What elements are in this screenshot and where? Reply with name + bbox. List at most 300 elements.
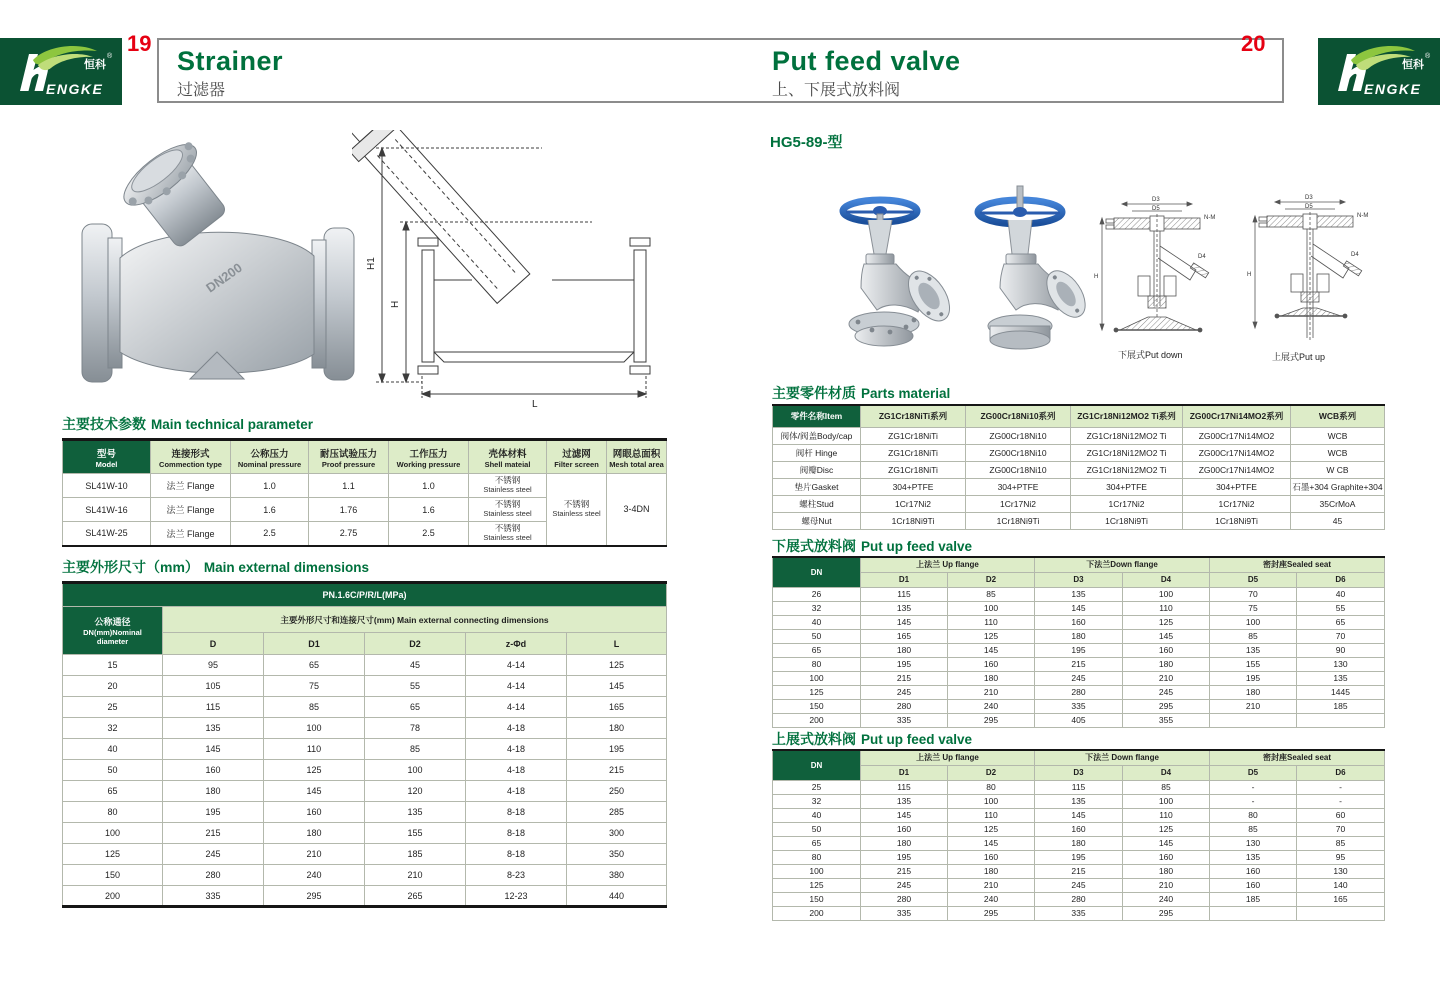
- column-header: 公称压力 Nominal pressure: [231, 440, 309, 474]
- table-cell: 295: [948, 713, 1035, 727]
- table-cell: 1Cr17Ni2: [1071, 495, 1183, 512]
- table-row: [773, 822, 1385, 836]
- table-cell: 135: [861, 794, 948, 808]
- table-row: [63, 655, 667, 676]
- table-cell: 304+PTFE: [861, 478, 966, 495]
- column-header: D2: [948, 765, 1035, 780]
- table-cell: 295: [1123, 906, 1210, 920]
- table-cell: 160: [1123, 850, 1210, 864]
- table-row: [773, 850, 1385, 864]
- column-header: WCB系列: [1291, 405, 1385, 427]
- table-cell: 40: [63, 739, 163, 760]
- table-cell: 100: [948, 794, 1035, 808]
- table-cell: 85: [948, 587, 1035, 601]
- column-header: ZG00Cr17Ni14MO2系列: [1183, 405, 1291, 427]
- column-header: D3: [1035, 765, 1123, 780]
- table-cell: 135: [1210, 850, 1297, 864]
- dim-d3: D3: [1152, 197, 1160, 203]
- table-cell: 130: [1297, 657, 1385, 671]
- table-cell: 石墨+304 Graphite+304: [1291, 478, 1385, 495]
- dim-d3: D3: [1305, 195, 1313, 201]
- table-cell: 215: [567, 760, 667, 781]
- table-cell: 115: [861, 780, 948, 794]
- table-cell: 12-23: [466, 886, 567, 907]
- table-cell: 110: [264, 739, 365, 760]
- strainer-title-en: Strainer: [177, 46, 284, 76]
- table-cell: 不锈钢 Stainless steel: [547, 474, 607, 546]
- table-cell: 100: [63, 823, 163, 844]
- table-cell: 80: [948, 780, 1035, 794]
- header-row: [773, 557, 1385, 572]
- feed-valve-title: [772, 47, 961, 100]
- table-cell: 245: [1035, 878, 1123, 892]
- table-cell: ZG1Cr18Ni12MO2 Ti: [1071, 461, 1183, 478]
- table-cell: 32: [63, 718, 163, 739]
- table-cell: 65: [1297, 615, 1385, 629]
- strainer-title-cn: 过滤器: [177, 82, 226, 100]
- table-cell: 405: [1035, 713, 1123, 727]
- header-row: [773, 750, 1385, 765]
- table-cell: 阀瓣Disc: [773, 461, 861, 478]
- table-cell: 螺柱Stud: [773, 495, 861, 512]
- dim-label-h1: H1: [366, 257, 377, 270]
- table-cell: WCB: [1291, 427, 1385, 444]
- table-cell: 210: [1210, 699, 1297, 713]
- table-cell: 125: [773, 685, 861, 699]
- column-header: D6: [1297, 572, 1385, 587]
- table-cell: 95: [1297, 850, 1385, 864]
- table-cell: 50: [773, 822, 861, 836]
- feed-valve-title-en: Put feed valve: [772, 46, 961, 76]
- table-cell: 135: [1297, 671, 1385, 685]
- section-title-put-up-valve: 上展式放料阀 Put up feed valve: [772, 731, 973, 747]
- table-cell: 4-14: [466, 655, 567, 676]
- table-cell: 265: [365, 886, 466, 907]
- dim-label-h: H: [390, 300, 401, 308]
- table-cell: 135: [1035, 587, 1123, 601]
- table-cell: 180: [163, 781, 264, 802]
- table-row: [773, 427, 1385, 444]
- table-row: [773, 495, 1385, 512]
- table-cell: 155: [365, 823, 466, 844]
- table-cell: 1.0: [231, 474, 309, 498]
- model-label: HG5-89-型: [770, 134, 843, 151]
- table-cell: 135: [1210, 643, 1297, 657]
- table-cell: 160: [948, 657, 1035, 671]
- table-cell: 195: [861, 657, 948, 671]
- table-cell: 110: [948, 615, 1035, 629]
- section-title-put-down-valve: 下展式放料阀 Put up feed valve: [772, 538, 973, 554]
- table-cell: ZG00Cr17Ni14MO2: [1183, 427, 1291, 444]
- table-cell: 120: [365, 781, 466, 802]
- table-cell: 1.6: [231, 498, 309, 522]
- table-cell: 1Cr18Ni9Ti: [1183, 512, 1291, 529]
- table-row: [773, 671, 1385, 685]
- table-cell: 215: [861, 671, 948, 685]
- feed-valve-photo-down: [832, 190, 962, 355]
- main-technical-parameter-table: [62, 438, 667, 547]
- table-cell: ZG1Cr18Ni12MO2 Ti: [1071, 444, 1183, 461]
- table-row: [773, 699, 1385, 713]
- table-row: [63, 760, 667, 781]
- table-cell: 125: [567, 655, 667, 676]
- table-cell: 180: [1035, 836, 1123, 850]
- group-header: 密封座Sealed seat: [1210, 750, 1385, 765]
- group-header: 上法兰 Up flange: [861, 557, 1035, 572]
- table-cell: 80: [773, 657, 861, 671]
- table-cell: 350: [567, 844, 667, 865]
- table-cell: ZG1Cr18NiTi: [861, 461, 966, 478]
- table-cell: 195: [163, 802, 264, 823]
- table-cell: 135: [365, 802, 466, 823]
- table-cell: 160: [1123, 643, 1210, 657]
- group-header: 主要外形尺寸和连接尺寸(mm) Main external connecting dimensions: [163, 607, 667, 633]
- table-cell: 145: [1123, 836, 1210, 850]
- brand-reg: ®: [107, 53, 113, 60]
- table-cell: 180: [1035, 629, 1123, 643]
- table-cell: 245: [1123, 685, 1210, 699]
- figure-caption-down: 下展式Put down: [1118, 350, 1183, 360]
- table-cell: ZG1Cr18Ni12MO2 Ti: [1071, 427, 1183, 444]
- column-header: 过滤网 Filter screen: [547, 440, 607, 474]
- table-cell: 70: [1297, 629, 1385, 643]
- table-row: [773, 478, 1385, 495]
- table-cell: 法兰 Flange: [151, 498, 231, 522]
- table-cell: 1Cr17Ni2: [966, 495, 1071, 512]
- brand-cn: 恒科: [84, 59, 106, 71]
- table-cell: 90: [1297, 643, 1385, 657]
- dim-label-l: L: [532, 399, 538, 410]
- table-cell: 160: [1210, 864, 1297, 878]
- table-cell: 4-18: [466, 739, 567, 760]
- header-row: [773, 765, 1385, 780]
- table-cell: 240: [948, 892, 1035, 906]
- table-cell: 210: [948, 685, 1035, 699]
- page-number-right: 20: [1241, 31, 1266, 56]
- table-cell: 85: [1210, 822, 1297, 836]
- table-cell: 8-23: [466, 865, 567, 886]
- table-cell: 210: [1123, 671, 1210, 685]
- table-cell: 65: [63, 781, 163, 802]
- table-cell: 195: [1210, 671, 1297, 685]
- table-cell: 160: [1035, 822, 1123, 836]
- table-cell: 150: [773, 892, 861, 906]
- table-row: [773, 601, 1385, 615]
- table-cell: -: [1297, 794, 1385, 808]
- table-cell: 440: [567, 886, 667, 907]
- table-cell: 160: [163, 760, 264, 781]
- table-row: [773, 643, 1385, 657]
- column-header: D: [163, 633, 264, 655]
- table-cell: ZG00Cr18Ni10: [966, 427, 1071, 444]
- header-row: [63, 583, 667, 607]
- table-cell: 55: [365, 676, 466, 697]
- table-row: [63, 739, 667, 760]
- table-cell: 335: [861, 713, 948, 727]
- table-row: [773, 906, 1385, 920]
- table-cell: 300: [567, 823, 667, 844]
- table-cell: 105: [163, 676, 264, 697]
- put-down-feed-valve-table: [772, 556, 1385, 728]
- table-cell: 85: [365, 739, 466, 760]
- dim-d5: D5: [1305, 204, 1313, 210]
- table-cell: 法兰 Flange: [151, 522, 231, 546]
- table-cell: 145: [264, 781, 365, 802]
- column-header: 网眼总面积 Mesh total area: [607, 440, 667, 474]
- table-row: [63, 676, 667, 697]
- table-cell: 85: [1123, 780, 1210, 794]
- table-cell: 110: [1123, 601, 1210, 615]
- table-cell: 180: [1123, 657, 1210, 671]
- column-header: D1: [861, 572, 948, 587]
- table-cell: 145: [948, 836, 1035, 850]
- table-cell: SL41W-16: [63, 498, 151, 522]
- table-cell: 245: [861, 685, 948, 699]
- table-cell: 80: [1210, 808, 1297, 822]
- table-cell: 95: [163, 655, 264, 676]
- table-cell: 100: [773, 864, 861, 878]
- table-cell: 32: [773, 794, 861, 808]
- table-cell: 210: [1123, 878, 1210, 892]
- table-cell: 2.75: [309, 522, 389, 546]
- table-cell: 32: [773, 601, 861, 615]
- table-cell: 355: [1123, 713, 1210, 727]
- table-cell: ZG00Cr18Ni10: [966, 444, 1071, 461]
- table-cell: 280: [1035, 892, 1123, 906]
- table-cell: 160: [1035, 615, 1123, 629]
- valve-drawing-put-down: [1092, 188, 1232, 343]
- column-header: D5: [1210, 765, 1297, 780]
- table-cell: 240: [264, 865, 365, 886]
- brand-reg: ®: [1425, 53, 1431, 60]
- table-cell: 200: [773, 713, 861, 727]
- table-cell: 阀杆 Hinge: [773, 444, 861, 461]
- table-cell: 50: [773, 629, 861, 643]
- table-cell: 60: [1297, 808, 1385, 822]
- table-cell: 245: [163, 844, 264, 865]
- table-cell: 85: [264, 697, 365, 718]
- column-header: 耐压试验压力 Proof pressure: [309, 440, 389, 474]
- table-cell: 160: [1210, 878, 1297, 892]
- table-row: [63, 474, 667, 498]
- table-cell: 335: [1035, 699, 1123, 713]
- table-cell: 180: [567, 718, 667, 739]
- table-cell: 285: [567, 802, 667, 823]
- table-cell: 40: [1297, 587, 1385, 601]
- table-cell: 8-18: [466, 823, 567, 844]
- column-header: 型号 Model: [63, 440, 151, 474]
- dim-nm: N-M: [1204, 215, 1216, 221]
- table-cell: 80: [63, 802, 163, 823]
- column-header: D4: [1123, 572, 1210, 587]
- dn-header: DN: [773, 750, 861, 780]
- table-cell: 304+PTFE: [1071, 478, 1183, 495]
- table-cell: 180: [1210, 685, 1297, 699]
- column-header: D1: [264, 633, 365, 655]
- table-cell: 135: [163, 718, 264, 739]
- table-cell: 145: [1035, 808, 1123, 822]
- table-row: [773, 512, 1385, 529]
- table-cell: 125: [948, 822, 1035, 836]
- table-row: [773, 615, 1385, 629]
- table-cell: 215: [163, 823, 264, 844]
- table-cell: 55: [1297, 601, 1385, 615]
- table-cell: 130: [1210, 836, 1297, 850]
- figure-caption-up: 上展式Put up: [1272, 352, 1326, 362]
- table-cell: 180: [1123, 864, 1210, 878]
- header-row: [773, 572, 1385, 587]
- table-cell: 335: [861, 906, 948, 920]
- table-row: [773, 864, 1385, 878]
- table-cell: 78: [365, 718, 466, 739]
- dn-header: 公称通径 DN(mm)Nominal diameter: [63, 607, 163, 655]
- table-cell: 45: [1291, 512, 1385, 529]
- table-cell: 110: [948, 808, 1035, 822]
- table-cell: 15: [63, 655, 163, 676]
- table-cell: 245: [861, 878, 948, 892]
- table-cell: 160: [948, 850, 1035, 864]
- table-cell: 185: [1210, 892, 1297, 906]
- table-cell: 115: [861, 587, 948, 601]
- feed-valve-photo-up: [962, 184, 1092, 355]
- table-cell: 85: [1297, 836, 1385, 850]
- column-header: D2: [948, 572, 1035, 587]
- table-cell: 80: [773, 850, 861, 864]
- table-cell: 210: [365, 865, 466, 886]
- table-cell: W CB: [1291, 461, 1385, 478]
- table-cell: 215: [1035, 657, 1123, 671]
- header-row: [63, 440, 667, 474]
- group-header: 下法兰 Down flange: [1035, 750, 1210, 765]
- table-cell: WCB: [1291, 444, 1385, 461]
- table-row: [773, 444, 1385, 461]
- table-cell: 135: [861, 601, 948, 615]
- table-cell: 125: [63, 844, 163, 865]
- table-row: [63, 802, 667, 823]
- table-cell: 304+PTFE: [1183, 478, 1291, 495]
- table-cell: 40: [773, 808, 861, 822]
- table-cell: [1297, 713, 1385, 727]
- table-cell: 180: [948, 864, 1035, 878]
- column-header: D6: [1297, 765, 1385, 780]
- dn-header: DN: [773, 557, 861, 587]
- table-row: [63, 697, 667, 718]
- section-title-dimensions: 主要外形尺寸（mm） Main external dimensions: [62, 559, 369, 575]
- strainer-section-drawing: [352, 130, 667, 415]
- parts-material-table: [772, 404, 1385, 530]
- table-row: [773, 892, 1385, 906]
- table-cell: 螺母Nut: [773, 512, 861, 529]
- column-header: D3: [1035, 572, 1123, 587]
- table-cell: 125: [1123, 615, 1210, 629]
- table-cell: 250: [567, 781, 667, 802]
- table-cell: 185: [1297, 699, 1385, 713]
- table-cell: 85: [1210, 629, 1297, 643]
- table-cell: 195: [567, 739, 667, 760]
- table-cell: 3-4DN: [607, 474, 667, 546]
- table-row: [63, 865, 667, 886]
- svg-text:DN200: DN200: [203, 259, 245, 296]
- table-cell: 4-14: [466, 676, 567, 697]
- table-cell: ZG00Cr17Ni14MO2: [1183, 444, 1291, 461]
- table-cell: SL41W-10: [63, 474, 151, 498]
- dim-nm: N-M: [1357, 213, 1369, 219]
- table-row: [63, 844, 667, 865]
- table-cell: 45: [365, 655, 466, 676]
- column-header: L: [567, 633, 667, 655]
- strainer-title: [177, 47, 283, 100]
- table-cell: 125: [948, 629, 1035, 643]
- column-header: 工作压力 Working pressure: [389, 440, 469, 474]
- table-cell: 法兰 Flange: [151, 474, 231, 498]
- column-header: D1: [861, 765, 948, 780]
- table-cell: 2.5: [231, 522, 309, 546]
- table-row: [773, 780, 1385, 794]
- table-cell: 185: [365, 844, 466, 865]
- brand-en: ENGKE: [46, 81, 104, 97]
- table-cell: 8-18: [466, 844, 567, 865]
- table-cell: 165: [861, 629, 948, 643]
- column-header: 零件名称Item: [773, 405, 861, 427]
- brand-cn: 恒科: [1402, 59, 1424, 71]
- table-cell: 210: [948, 878, 1035, 892]
- feed-valve-title-cn: 上、下展式放料阀: [772, 82, 901, 100]
- table-cell: 1.1: [309, 474, 389, 498]
- table-cell: 150: [773, 699, 861, 713]
- section-title-parts-material: 主要零件材质 Parts material: [772, 385, 951, 401]
- table-cell: 8-18: [466, 802, 567, 823]
- table-cell: 1.76: [309, 498, 389, 522]
- table-cell: -: [1210, 780, 1297, 794]
- brand-logo: [1318, 38, 1440, 105]
- table-cell: 165: [1297, 892, 1385, 906]
- table-cell: 200: [63, 886, 163, 907]
- table-row: [63, 823, 667, 844]
- table-cell: 40: [773, 615, 861, 629]
- table-cell: 不锈钢 Stainless steel: [469, 498, 547, 522]
- table-row: [773, 685, 1385, 699]
- table-cell: 160: [264, 802, 365, 823]
- table-cell: 150: [63, 865, 163, 886]
- table-row: [773, 461, 1385, 478]
- column-header: ZG00Cr18Ni10系列: [966, 405, 1071, 427]
- table-cell: 1Cr17Ni2: [1183, 495, 1291, 512]
- table-cell: 295: [264, 886, 365, 907]
- table-cell: 35CrMoA: [1291, 495, 1385, 512]
- hengke-logo-icon: [1318, 38, 1440, 105]
- table-cell: 50: [63, 760, 163, 781]
- table-cell: 2.5: [389, 522, 469, 546]
- dim-h: H: [1247, 272, 1252, 278]
- table-cell: 65: [264, 655, 365, 676]
- table-cell: ZG1Cr18NiTi: [861, 444, 966, 461]
- table-cell: 380: [567, 865, 667, 886]
- dim-d4: D4: [1198, 254, 1206, 260]
- table-cell: 145: [1123, 629, 1210, 643]
- table-cell: 100: [264, 718, 365, 739]
- table-cell: 280: [1035, 685, 1123, 699]
- table-cell: 145: [948, 643, 1035, 657]
- table-cell: 135: [1035, 794, 1123, 808]
- dim-d4: D4: [1351, 252, 1359, 258]
- column-header: 壳体材料 Shell mateial: [469, 440, 547, 474]
- table-cell: [1297, 906, 1385, 920]
- table-row: [773, 878, 1385, 892]
- column-header: z-Φd: [466, 633, 567, 655]
- table-cell: 195: [1035, 643, 1123, 657]
- brand-logo: [0, 38, 122, 105]
- header-row: [773, 405, 1385, 427]
